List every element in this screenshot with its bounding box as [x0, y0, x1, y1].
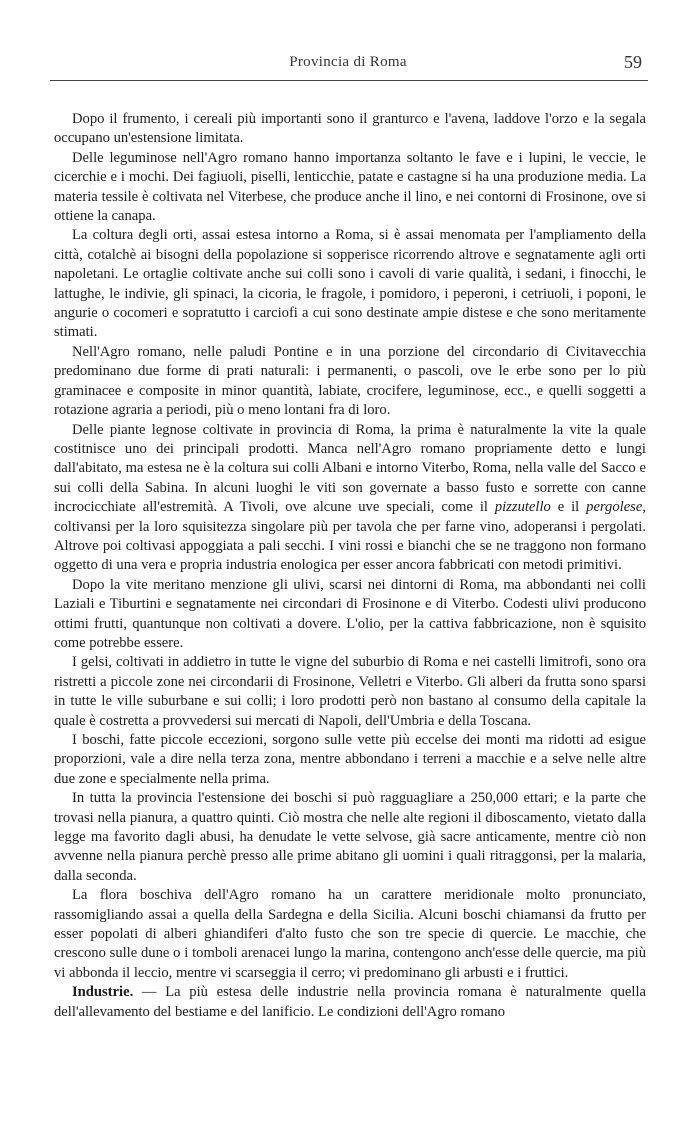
page-header: [54, 52, 642, 76]
paragraph-meadows: Nell'Agro romano, nelle paludi Pontine e in una porzione del circondario di Civitavecchia predominano due forme di prati naturali: i permanenti, o pascoli, ove le erbe sono per lo più graminacee e composite in minor quantità, labiate, crocifere, leguminose, ecc., e quelli soggetti a rotazione agraria a periodi, più o meno lontani fra di loro.: [54, 343, 646, 419]
running-title: Provincia di Roma: [289, 54, 407, 70]
paragraph-legumes: Delle leguminose nell'Agro romano hanno importanza soltanto le fave e i lupini, le veccie, le cicerchie e i mochi. Dei fagiuoli, piselli, lenticchie, patate e castagne si ha una produzione media. La materia tessile è coltivata nel Viterbese, che produce anche il lino, e nei contorni di Frosinone, ove si ottiene la canapa.: [54, 149, 646, 225]
body-text: [54, 110, 646, 1022]
section-heading-industrie: Industrie.: [72, 984, 134, 1001]
vines-text-2: e il: [550, 499, 587, 516]
industries-text: — La più estesa delle industrie nella provincia romana è naturalmente quella dell'allevamento del bestiame e del lanificio. Le condizioni dell'Agro romano: [54, 984, 646, 1020]
pergolese-term: pergolese: [586, 499, 643, 516]
paragraph-woods: I boschi, fatte piccole eccezioni, sorgono sulle vette più eccelse dei monti ma ridotti ad esigue proporzioni, vale a dire nella terza zona, mentre abbondano i terreni a macchie e a selve nelle altre due zone e specialmente nella prima.: [54, 732, 646, 787]
vines-text-3: , coltivansi per la loro squisitezza singolare più per tavola che per farne vino, adoperansi i pergolati. Altrove poi coltivasi appoggiata a pali secchi. I vini rossi e bianchi che se ne traggono non formano oggetto di una vera e propria industria enologica per esser ancora fabbricati con metodi primitivi.: [54, 499, 646, 574]
paragraph-mulberries: I gelsi, coltivati in addietro in tutte le vigne del suburbio di Roma e nei castelli limitrofi, sono ora ristretti a piccole zone nei circondarii di Frosinone, Velletri e Viterbo. Gli alberi da frutta sono sparsi in tutte le ville suburbane e sui colli; i loro prodotti però non bastano al consumo della capitale la quale è costretta a provvedersi sui mercati di Napoli, dell'Umbria e della Toscana.: [54, 654, 646, 729]
paragraph-cereals: Dopo il frumento, i cereali più importanti sono il granturco e l'avena, laddove l'orzo e la segala occupano un'estensione limitata.: [54, 111, 646, 147]
paragraph-flora: La flora boschiva dell'Agro romano ha un carattere meridionale molto pronunciato, rassomigliando assai a quella della Sardegna e della Sicilia. Alcuni boschi chiamansi da frutto per esser popolati di alberi ghiandiferi d'alto fusto che son tre specie di quercie. Le macchie, che crescono sulle dune o i tomboli arenacei lungo la marina, contengono anch'esse delle quercie, ma più vi abbonda il leccio, mentre vi scarseggia il cerro; vi predominano gli arbusti e i fruttici.: [54, 887, 646, 981]
header-rule: [50, 80, 648, 81]
paragraph-olives: Dopo la vite meritano menzione gli ulivi, scarsi nei dintorni di Roma, ma abbondanti nei colli Laziali e Tiburtini e segnatamente nei circondari di Frosinone e di Viterbo. Codesti ulivi producono ottimi frutti, quantunque non coltivati a dovere. L'olio, per la cattiva fabbricazione, non è squisito come potrebbe essere.: [54, 576, 646, 651]
paragraph-industries: [54, 983, 646, 1022]
page-number: 59: [624, 52, 642, 72]
paragraph-gardens: La coltura degli orti, assai estesa intorno a Roma, si è assai menomata per l'ampliamento della città, cotalchè ai bisogni della popolazione si sopperisce ricorrendo altrove e segnatamente agli orti napoletani. Le ortaglie coltivate anche sui colli sono i cavoli di varie qualità, i sedani, i finocchi, le lattughe, le indivie, gli spinaci, la cicoria, le fragole, i pomidoro, i peperoni, i cetriuoli, i poponi, le angurie o cocomeri e sopratutto i carciofi a cui sono destinate ampie distese e che sono meritamente stimati.: [54, 227, 646, 341]
pizzutello-term: pizzutello: [494, 499, 551, 516]
paragraph-woods-extent: In tutta la provincia l'estensione dei boschi si può ragguagliare a 250,000 ettari; e la parte che trovasi nella pianura, a quattro quinti. Ciò mostra che nelle alte regioni il diboscamento, vietato dalla legge ma favorito dagli abusi, ha denudate le vette selvose, già sacre anticamente, mentre ciò non avvenne nella pianura perchè presso alle prime abitano gli uomini i quali ritraggonsi, per la malaria, dalla seconda.: [54, 790, 646, 884]
vines-text-1: Delle piante legnose coltivate in provincia di Roma, la prima è naturalmente la vite la quale costitnisce uno dei principali prodotti. Manca nell'Agro romano propriamente detto e lungi dall'abitato, ma estesa ne è la coltura sui colli Albani e intorno Viterbo, Roma, nella valle del Sacco e sui colli della Sabina. In alcuni luoghi le viti son governate a basso fusto e sorrette con canne incrocicchiate all'estremità. A Tivoli, ove alcune uve speciali, come il: [54, 421, 646, 516]
paragraph-vines: [54, 421, 646, 576]
